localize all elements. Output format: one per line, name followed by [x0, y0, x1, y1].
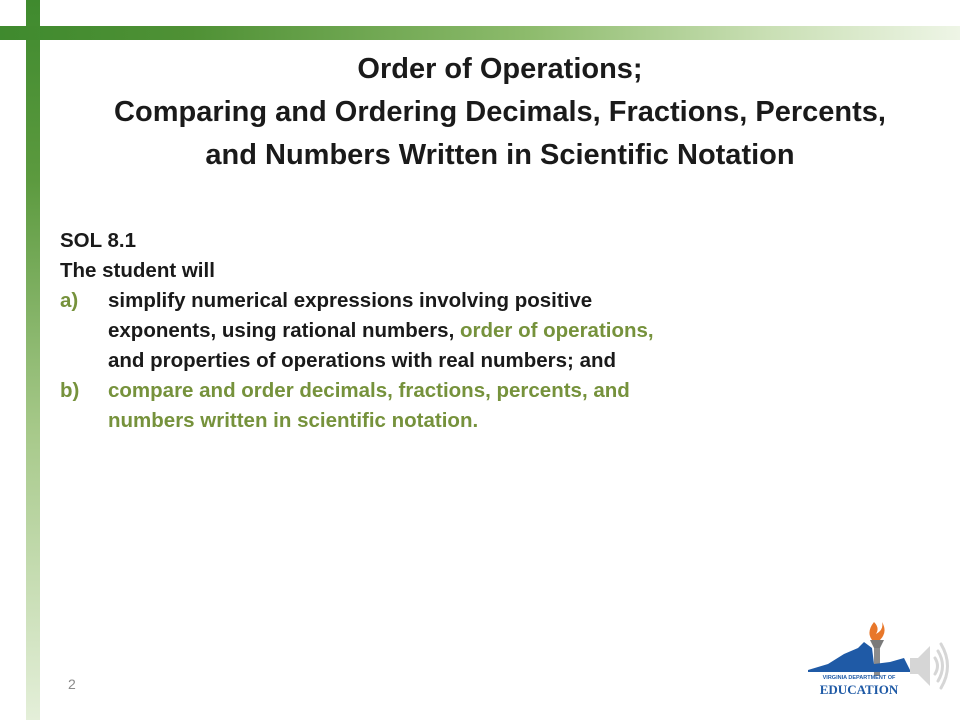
- decorative-horizontal-bar: [0, 26, 960, 40]
- title-line-3: and Numbers Written in Scientific Notation: [205, 139, 795, 171]
- vdoe-logo: [804, 618, 914, 698]
- page-number: 2: [68, 676, 76, 692]
- speaker-icon[interactable]: [906, 638, 950, 694]
- list-marker-b: b): [60, 379, 80, 402]
- item-a-line-2: [108, 316, 880, 346]
- item-a-line-2-text: exponents, using rational numbers,: [108, 319, 460, 342]
- sol-content: [60, 226, 880, 436]
- item-b-line-2: numbers written in scientific notation.: [108, 409, 479, 432]
- item-a-line-3: and properties of operations with real numbers; and: [108, 349, 617, 372]
- item-a-line-1: simplify numerical expressions involving positive: [108, 289, 593, 312]
- sol-heading: SOL 8.1: [60, 229, 136, 252]
- decorative-vertical-bar: [26, 0, 40, 720]
- title-line-2: Comparing and Ordering Decimals, Fractions, Percents,: [114, 96, 886, 128]
- item-a-highlight: order of operations,: [459, 319, 654, 342]
- list-item-b: [60, 376, 880, 436]
- logo-small-text: VIRGINIA DEPARTMENT OF: [822, 675, 896, 681]
- list-item-a: [60, 286, 880, 376]
- slide-title: [40, 48, 960, 177]
- sol-intro: The student will: [60, 259, 215, 282]
- logo-large-text: EDUCATION: [819, 682, 899, 697]
- list-marker-a: a): [60, 289, 79, 312]
- title-line-1: Order of Operations;: [357, 53, 643, 85]
- item-b-line-1: compare and order decimals, fractions, percents, and: [108, 379, 630, 402]
